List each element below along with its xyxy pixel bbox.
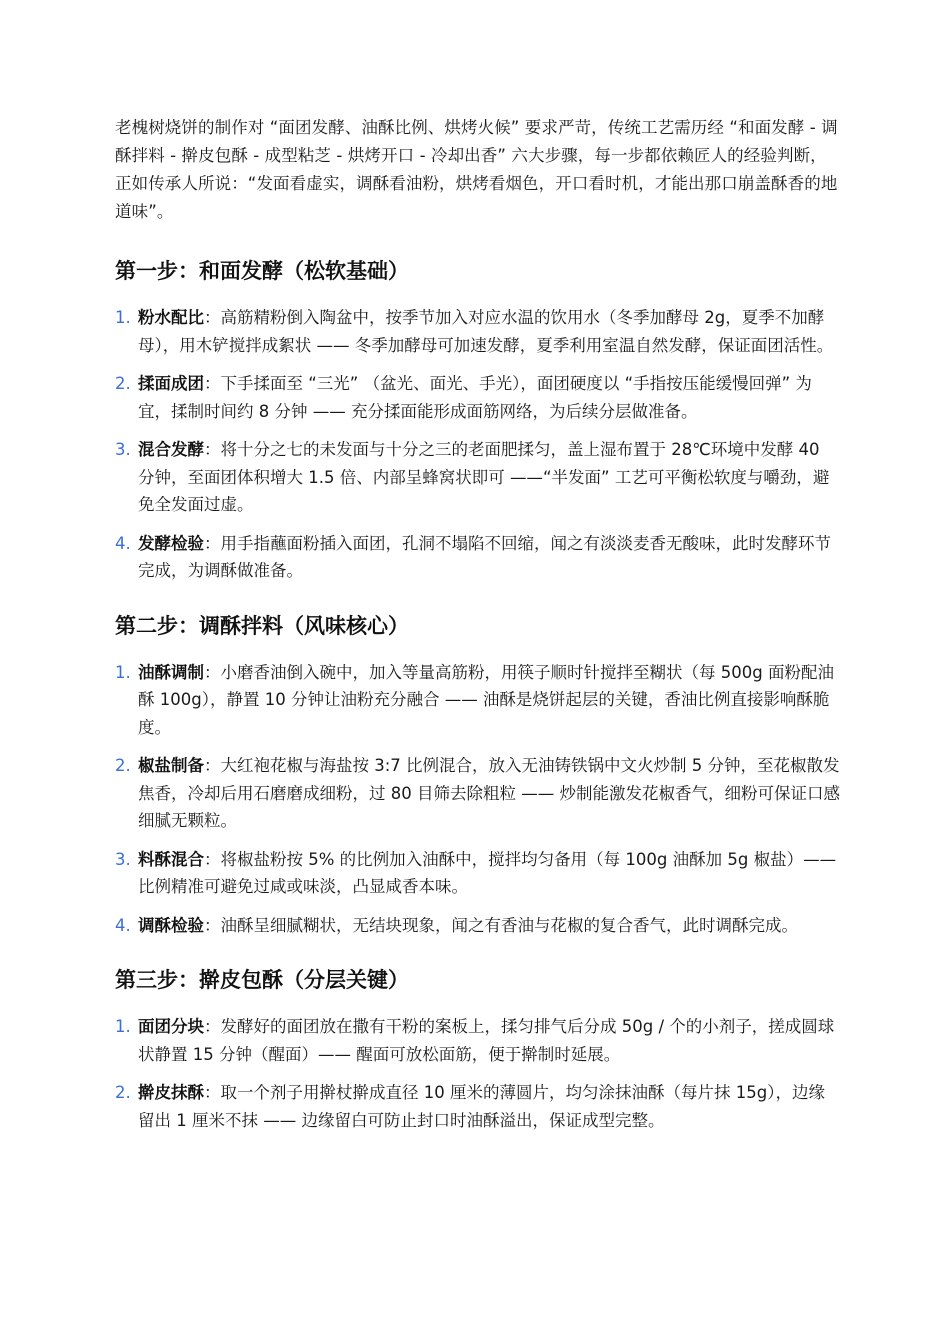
list-number: 2. <box>115 374 131 393</box>
section-title-step-2: 第二步：调酥拌料（风味核心） <box>115 613 409 638</box>
list-text: ：取一个剂子用擀杖擀成直径 10 厘米的薄圆片，均匀涂抹油酥（每片抹 15g），边缘留出 1 厘米不抹 —— 边缘留白可防止封口时油酥溢出，保证成型完整。 <box>138 1083 825 1130</box>
list-number: 4. <box>115 533 131 553</box>
list-text: ：将十分之七的未发面与十分之三的老面肥揉匀，盖上湿布置于 28℃环境中发酵 40 分钟，至面团体积增大 1.5 倍、内部呈蜂窝状即可 ——“半发面” 工艺可平衡松软度与嚼劲，避免全发面过虚。 <box>138 440 830 514</box>
list-text: ：高筋精粉倒入陶盆中，按季节加入对应水温的饮用水（冬季加酵母 2g，夏季不加酵母），用木铲搅拌成絮状 —— 冬季加酵母可加速发酵，夏季利用室温自然发酵，保证面团活性。 <box>138 308 834 355</box>
step-2-list <box>115 659 840 940</box>
list-term: 调酥检验 <box>138 915 204 935</box>
list-term: 揉面成团 <box>138 374 204 393</box>
list-text: ：用手指蘸面粉插入面团，孔洞不塌陷不回缩，闻之有淡淡麦香无酸味，此时发酵环节完成，为调酥做准备。 <box>138 533 831 580</box>
list-number: 3. <box>115 440 131 459</box>
list-item <box>115 1079 840 1134</box>
list-item <box>115 304 840 359</box>
list-term: 混合发酵 <box>138 440 204 459</box>
list-text: ：下手揉面至 “三光” （盆光、面光、手光），面团硬度以 “手指按压能缓慢回弹” 为宜，揉制时间约 8 分钟 —— 充分揉面能形成面筋网络，为后续分层做准备。 <box>138 374 812 421</box>
list-number: 3. <box>115 849 131 869</box>
section-title-step-1: 第一步：和面发酵（松软基础） <box>115 259 409 283</box>
intro-paragraph: 老槐树烧饼的制作对 “面团发酵、油酥比例、烘烤火候” 要求严苛，传统工艺需历经 “和面发酵 - 调酥拌料 - 擀皮包酥 - 成型粘芝 - 烘烤开口 - 冷却出香” 六大步骤，每一步都依赖匠人的经验判断，正如传承人所说：“发面看虚实，调酥看油粉，烘烤看烟色，开口看时机，才能出那口崩盖酥香的地道味”。 <box>115 118 838 221</box>
list-item <box>115 912 840 940</box>
list-text: ：油酥呈细腻糊状，无结块现象，闻之有香油与花椒的复合香气，此时调酥完成。 <box>204 915 798 935</box>
section-title-step-3: 第三步：擀皮包酥（分层关键） <box>115 968 409 992</box>
list-term: 擀皮抹酥 <box>138 1083 204 1102</box>
list-number: 1. <box>115 1017 131 1036</box>
list-term: 粉水配比 <box>138 308 204 327</box>
list-text: ：发酵好的面团放在撒有干粉的案板上，揉匀排气后分成 50g / 个的小剂子，搓成圆球状静置 15 分钟（醒面）—— 醒面可放松面筋，便于擀制时延展。 <box>138 1017 835 1064</box>
list-number: 4. <box>115 915 131 935</box>
list-term: 油酥调制 <box>138 662 204 682</box>
list-item <box>115 659 840 742</box>
list-item <box>115 436 840 519</box>
list-item <box>115 370 840 425</box>
list-number: 2. <box>115 756 131 775</box>
list-text: ：大红袍花椒与海盐按 3:7 比例混合，放入无油铸铁锅中文火炒制 5 分钟，至花椒散发焦香，冷却后用石磨磨成细粉，过 80 目筛去除粗粒 —— 炒制能激发花椒香气，细粉可保证口感细腻无颗粒。 <box>138 756 840 830</box>
step-3-list <box>115 1013 840 1134</box>
list-number: 2. <box>115 1083 131 1102</box>
list-term: 面团分块 <box>138 1017 204 1036</box>
list-text: ：将椒盐粉按 5% 的比例加入油酥中，搅拌均匀备用（每 100g 油酥加 5g 椒盐）—— 比例精准可避免过咸或味淡，凸显咸香本味。 <box>138 849 837 896</box>
list-item <box>115 1013 840 1068</box>
list-text: ：小磨香油倒入碗中，加入等量高筋粉，用筷子顺时针搅拌至糊状（每 500g 面粉配油酥 100g），静置 10 分钟让油粉充分融合 —— 油酥是烧饼起层的关键，香油比例直接影响酥脆度。 <box>138 662 834 737</box>
list-item <box>115 752 840 835</box>
list-number: 1. <box>115 662 131 682</box>
list-term: 椒盐制备 <box>138 756 204 775</box>
list-term: 料酥混合 <box>138 849 204 869</box>
list-item <box>115 530 840 585</box>
step-1-list <box>115 304 840 585</box>
list-number: 1. <box>115 308 131 327</box>
list-item <box>115 846 840 901</box>
list-term: 发酵检验 <box>138 533 204 553</box>
